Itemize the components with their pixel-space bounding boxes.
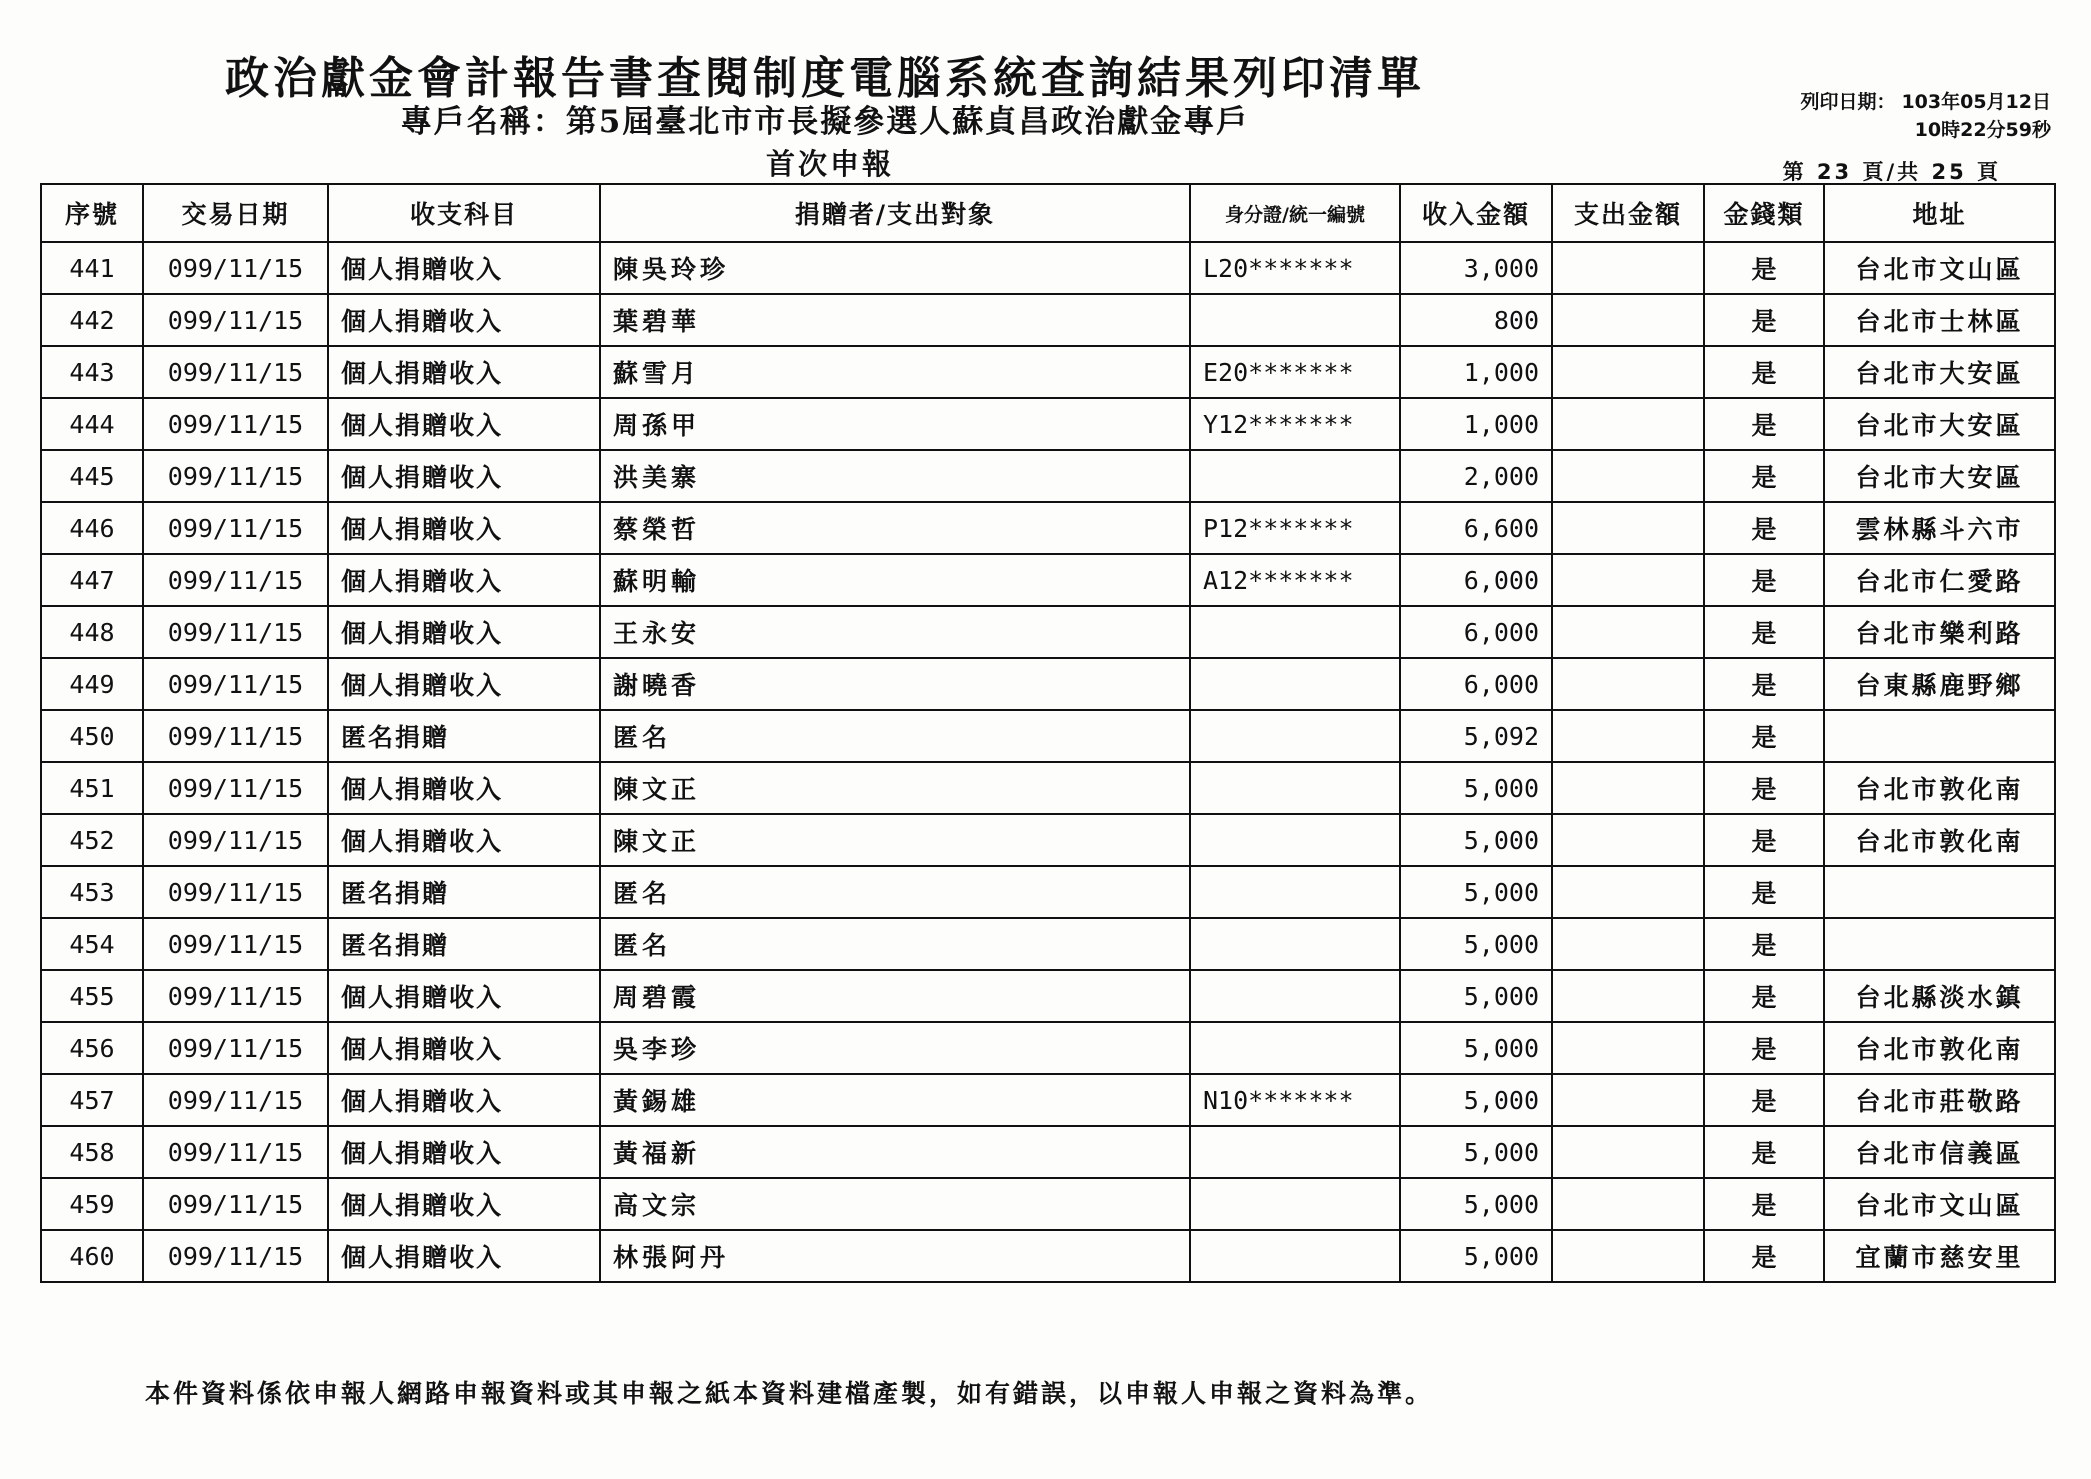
row-expense bbox=[1552, 242, 1704, 294]
row-donor: 周孫甲 bbox=[600, 398, 1190, 450]
row-donor: 陳文正 bbox=[600, 814, 1190, 866]
row-address bbox=[1824, 866, 2055, 918]
table-row bbox=[41, 762, 2055, 814]
row-income: 2,000 bbox=[1400, 450, 1552, 502]
row-donor: 黃福新 bbox=[600, 1126, 1190, 1178]
row-income: 6,000 bbox=[1400, 606, 1552, 658]
row-address: 台北市大安區 bbox=[1824, 450, 2055, 502]
row-address: 台北市敦化南 bbox=[1824, 814, 2055, 866]
table-row bbox=[41, 450, 2055, 502]
table-row bbox=[41, 1022, 2055, 1074]
row-donor: 吳李珍 bbox=[600, 1022, 1190, 1074]
row-id bbox=[1190, 970, 1400, 1022]
row-date: 099/11/15 bbox=[143, 970, 328, 1022]
row-expense bbox=[1552, 1022, 1704, 1074]
row-item: 個人捐贈收入 bbox=[328, 242, 600, 294]
row-id bbox=[1190, 294, 1400, 346]
account-name: 專戶名稱：第5屆臺北市市長擬參選人蘇貞昌政治獻金專戶 bbox=[400, 104, 1250, 140]
row-income: 5,000 bbox=[1400, 970, 1552, 1022]
row-donor: 匿名 bbox=[600, 710, 1190, 762]
row-money-type: 是 bbox=[1704, 346, 1824, 398]
row-date: 099/11/15 bbox=[143, 1178, 328, 1230]
row-expense bbox=[1552, 710, 1704, 762]
row-item: 個人捐贈收入 bbox=[328, 1022, 600, 1074]
row-money-type: 是 bbox=[1704, 554, 1824, 606]
row-donor: 蘇雪月 bbox=[600, 346, 1190, 398]
table-row bbox=[41, 1126, 2055, 1178]
row-donor: 周碧霞 bbox=[600, 970, 1190, 1022]
row-income: 1,000 bbox=[1400, 398, 1552, 450]
table-row bbox=[41, 866, 2055, 918]
row-income: 6,000 bbox=[1400, 658, 1552, 710]
row-money-type: 是 bbox=[1704, 762, 1824, 814]
row-item: 匿名捐贈 bbox=[328, 710, 600, 762]
row-expense bbox=[1552, 554, 1704, 606]
row-id: Y12******* bbox=[1190, 398, 1400, 450]
row-expense bbox=[1552, 606, 1704, 658]
row-income: 5,092 bbox=[1400, 710, 1552, 762]
row-donor: 王永安 bbox=[600, 606, 1190, 658]
row-item: 匿名捐贈 bbox=[328, 866, 600, 918]
row-seq: 458 bbox=[41, 1126, 143, 1178]
row-item: 匿名捐贈 bbox=[328, 918, 600, 970]
page-number: 第 23 頁/共 25 頁 bbox=[1782, 160, 2001, 184]
table-row bbox=[41, 294, 2055, 346]
row-money-type: 是 bbox=[1704, 606, 1824, 658]
row-seq: 456 bbox=[41, 1022, 143, 1074]
row-income: 5,000 bbox=[1400, 1178, 1552, 1230]
col-header-expense: 支出金額 bbox=[1552, 184, 1704, 242]
row-item: 個人捐贈收入 bbox=[328, 450, 600, 502]
row-money-type: 是 bbox=[1704, 242, 1824, 294]
row-date: 099/11/15 bbox=[143, 1022, 328, 1074]
row-item: 個人捐贈收入 bbox=[328, 554, 600, 606]
row-money-type: 是 bbox=[1704, 398, 1824, 450]
table-row bbox=[41, 1074, 2055, 1126]
row-item: 個人捐贈收入 bbox=[328, 1230, 600, 1282]
row-money-type: 是 bbox=[1704, 814, 1824, 866]
row-id: L20******* bbox=[1190, 242, 1400, 294]
table-row bbox=[41, 1178, 2055, 1230]
row-date: 099/11/15 bbox=[143, 242, 328, 294]
row-donor: 葉碧華 bbox=[600, 294, 1190, 346]
row-money-type: 是 bbox=[1704, 450, 1824, 502]
row-address: 台北市敦化南 bbox=[1824, 1022, 2055, 1074]
row-money-type: 是 bbox=[1704, 294, 1824, 346]
row-donor: 蘇明輸 bbox=[600, 554, 1190, 606]
row-id bbox=[1190, 450, 1400, 502]
row-seq: 459 bbox=[41, 1178, 143, 1230]
row-address: 台北市文山區 bbox=[1824, 242, 2055, 294]
row-date: 099/11/15 bbox=[143, 710, 328, 762]
row-item: 個人捐贈收入 bbox=[328, 970, 600, 1022]
row-seq: 443 bbox=[41, 346, 143, 398]
row-expense bbox=[1552, 814, 1704, 866]
row-income: 5,000 bbox=[1400, 1126, 1552, 1178]
row-date: 099/11/15 bbox=[143, 554, 328, 606]
row-address: 台北市文山區 bbox=[1824, 1178, 2055, 1230]
row-date: 099/11/15 bbox=[143, 502, 328, 554]
row-income: 3,000 bbox=[1400, 242, 1552, 294]
row-income: 5,000 bbox=[1400, 1074, 1552, 1126]
table-row bbox=[41, 814, 2055, 866]
row-id bbox=[1190, 710, 1400, 762]
print-info bbox=[1800, 88, 2051, 144]
row-id: N10******* bbox=[1190, 1074, 1400, 1126]
row-seq: 457 bbox=[41, 1074, 143, 1126]
row-id: A12******* bbox=[1190, 554, 1400, 606]
row-expense bbox=[1552, 1230, 1704, 1282]
row-donor: 高文宗 bbox=[600, 1178, 1190, 1230]
row-address: 台北市敦化南 bbox=[1824, 762, 2055, 814]
row-item: 個人捐贈收入 bbox=[328, 1178, 600, 1230]
table-row bbox=[41, 606, 2055, 658]
row-id bbox=[1190, 762, 1400, 814]
row-date: 099/11/15 bbox=[143, 294, 328, 346]
table-row bbox=[41, 502, 2055, 554]
row-seq: 442 bbox=[41, 294, 143, 346]
table-row bbox=[41, 1230, 2055, 1282]
row-address: 台北市信義區 bbox=[1824, 1126, 2055, 1178]
row-expense bbox=[1552, 918, 1704, 970]
table-row bbox=[41, 918, 2055, 970]
row-expense bbox=[1552, 346, 1704, 398]
row-item: 個人捐贈收入 bbox=[328, 814, 600, 866]
row-date: 099/11/15 bbox=[143, 1074, 328, 1126]
row-money-type: 是 bbox=[1704, 502, 1824, 554]
row-expense bbox=[1552, 1178, 1704, 1230]
row-id bbox=[1190, 866, 1400, 918]
row-id bbox=[1190, 1126, 1400, 1178]
row-seq: 452 bbox=[41, 814, 143, 866]
row-donor: 黃錫雄 bbox=[600, 1074, 1190, 1126]
table-row bbox=[41, 970, 2055, 1022]
col-header-seq: 序號 bbox=[41, 184, 143, 242]
row-item: 個人捐贈收入 bbox=[328, 658, 600, 710]
row-address: 台北市大安區 bbox=[1824, 346, 2055, 398]
col-header-date: 交易日期 bbox=[143, 184, 328, 242]
row-income: 800 bbox=[1400, 294, 1552, 346]
report-type: 首次申報 bbox=[765, 147, 894, 181]
row-expense bbox=[1552, 1074, 1704, 1126]
row-date: 099/11/15 bbox=[143, 398, 328, 450]
row-seq: 441 bbox=[41, 242, 143, 294]
row-money-type: 是 bbox=[1704, 1178, 1824, 1230]
row-money-type: 是 bbox=[1704, 658, 1824, 710]
row-address: 台北縣淡水鎮 bbox=[1824, 970, 2055, 1022]
col-header-item: 收支科目 bbox=[328, 184, 600, 242]
row-id bbox=[1190, 1178, 1400, 1230]
row-id bbox=[1190, 1230, 1400, 1282]
row-id bbox=[1190, 814, 1400, 866]
row-seq: 446 bbox=[41, 502, 143, 554]
row-expense bbox=[1552, 450, 1704, 502]
row-income: 5,000 bbox=[1400, 918, 1552, 970]
row-address: 台北市樂利路 bbox=[1824, 606, 2055, 658]
row-expense bbox=[1552, 1126, 1704, 1178]
row-date: 099/11/15 bbox=[143, 450, 328, 502]
row-item: 個人捐贈收入 bbox=[328, 762, 600, 814]
row-income: 5,000 bbox=[1400, 1022, 1552, 1074]
row-item: 個人捐贈收入 bbox=[328, 398, 600, 450]
row-expense bbox=[1552, 502, 1704, 554]
row-donor: 洪美寨 bbox=[600, 450, 1190, 502]
row-id bbox=[1190, 918, 1400, 970]
row-address: 宜蘭市慈安里 bbox=[1824, 1230, 2055, 1282]
row-address: 台北市仁愛路 bbox=[1824, 554, 2055, 606]
row-item: 個人捐贈收入 bbox=[328, 294, 600, 346]
row-address bbox=[1824, 710, 2055, 762]
row-donor: 蔡榮哲 bbox=[600, 502, 1190, 554]
row-income: 5,000 bbox=[1400, 866, 1552, 918]
row-seq: 447 bbox=[41, 554, 143, 606]
row-income: 5,000 bbox=[1400, 1230, 1552, 1282]
row-donor: 謝曉香 bbox=[600, 658, 1190, 710]
row-money-type: 是 bbox=[1704, 866, 1824, 918]
col-header-money-type: 金錢類 bbox=[1704, 184, 1824, 242]
row-id bbox=[1190, 606, 1400, 658]
row-date: 099/11/15 bbox=[143, 866, 328, 918]
row-income: 1,000 bbox=[1400, 346, 1552, 398]
row-money-type: 是 bbox=[1704, 1074, 1824, 1126]
row-expense bbox=[1552, 398, 1704, 450]
row-id bbox=[1190, 1022, 1400, 1074]
row-address: 雲林縣斗六市 bbox=[1824, 502, 2055, 554]
table-row bbox=[41, 398, 2055, 450]
row-address: 台北市大安區 bbox=[1824, 398, 2055, 450]
row-donor: 匿名 bbox=[600, 866, 1190, 918]
row-date: 099/11/15 bbox=[143, 658, 328, 710]
print-date-line bbox=[1800, 88, 2051, 116]
row-seq: 455 bbox=[41, 970, 143, 1022]
col-header-id: 身分證/統一編號 bbox=[1190, 184, 1400, 242]
row-id bbox=[1190, 658, 1400, 710]
row-seq: 448 bbox=[41, 606, 143, 658]
row-expense bbox=[1552, 866, 1704, 918]
row-address: 台東縣鹿野鄉 bbox=[1824, 658, 2055, 710]
row-money-type: 是 bbox=[1704, 710, 1824, 762]
row-seq: 449 bbox=[41, 658, 143, 710]
row-date: 099/11/15 bbox=[143, 814, 328, 866]
print-date: 103年05月12日 bbox=[1901, 91, 2051, 113]
row-seq: 444 bbox=[41, 398, 143, 450]
row-money-type: 是 bbox=[1704, 970, 1824, 1022]
col-header-donor: 捐贈者/支出對象 bbox=[600, 184, 1190, 242]
row-date: 099/11/15 bbox=[143, 1230, 328, 1282]
row-donor: 林張阿丹 bbox=[600, 1230, 1190, 1282]
row-donor: 陳吳玲珍 bbox=[600, 242, 1190, 294]
row-item: 個人捐贈收入 bbox=[328, 346, 600, 398]
row-money-type: 是 bbox=[1704, 1022, 1824, 1074]
print-time: 10時22分59秒 bbox=[1914, 119, 2051, 141]
row-item: 個人捐贈收入 bbox=[328, 1074, 600, 1126]
table-body bbox=[41, 242, 2055, 1282]
row-income: 6,000 bbox=[1400, 554, 1552, 606]
row-id: E20******* bbox=[1190, 346, 1400, 398]
row-expense bbox=[1552, 294, 1704, 346]
row-expense bbox=[1552, 762, 1704, 814]
row-date: 099/11/15 bbox=[143, 346, 328, 398]
row-money-type: 是 bbox=[1704, 918, 1824, 970]
row-money-type: 是 bbox=[1704, 1126, 1824, 1178]
row-income: 6,600 bbox=[1400, 502, 1552, 554]
table-header-row bbox=[41, 184, 2055, 242]
row-income: 5,000 bbox=[1400, 814, 1552, 866]
row-expense bbox=[1552, 970, 1704, 1022]
row-income: 5,000 bbox=[1400, 762, 1552, 814]
row-address bbox=[1824, 918, 2055, 970]
col-header-address: 地址 bbox=[1824, 184, 2055, 242]
row-donor: 陳文正 bbox=[600, 762, 1190, 814]
row-money-type: 是 bbox=[1704, 1230, 1824, 1282]
report-title: 政治獻金會計報告書查閱制度電腦系統查詢結果列印清單 bbox=[225, 53, 1425, 104]
table-row bbox=[41, 346, 2055, 398]
row-item: 個人捐贈收入 bbox=[328, 502, 600, 554]
row-donor: 匿名 bbox=[600, 918, 1190, 970]
col-header-income: 收入金額 bbox=[1400, 184, 1552, 242]
row-item: 個人捐贈收入 bbox=[328, 1126, 600, 1178]
row-seq: 445 bbox=[41, 450, 143, 502]
footnote: 本件資料係依申報人網路申報資料或其申報之紙本資料建檔產製，如有錯誤，以申報人申報之資料為準。 bbox=[145, 1379, 1434, 1408]
row-date: 099/11/15 bbox=[143, 762, 328, 814]
row-seq: 460 bbox=[41, 1230, 143, 1282]
row-id: P12******* bbox=[1190, 502, 1400, 554]
row-address: 台北市莊敬路 bbox=[1824, 1074, 2055, 1126]
row-seq: 453 bbox=[41, 866, 143, 918]
row-address: 台北市士林區 bbox=[1824, 294, 2055, 346]
table-row bbox=[41, 554, 2055, 606]
row-item: 個人捐贈收入 bbox=[328, 606, 600, 658]
row-seq: 450 bbox=[41, 710, 143, 762]
row-date: 099/11/15 bbox=[143, 1126, 328, 1178]
table-row bbox=[41, 710, 2055, 762]
row-seq: 454 bbox=[41, 918, 143, 970]
row-date: 099/11/15 bbox=[143, 606, 328, 658]
table-row bbox=[41, 242, 2055, 294]
row-expense bbox=[1552, 658, 1704, 710]
row-date: 099/11/15 bbox=[143, 918, 328, 970]
row-seq: 451 bbox=[41, 762, 143, 814]
print-date-label: 列印日期： bbox=[1800, 91, 1896, 113]
table-row bbox=[41, 658, 2055, 710]
donation-table bbox=[40, 183, 2056, 1283]
